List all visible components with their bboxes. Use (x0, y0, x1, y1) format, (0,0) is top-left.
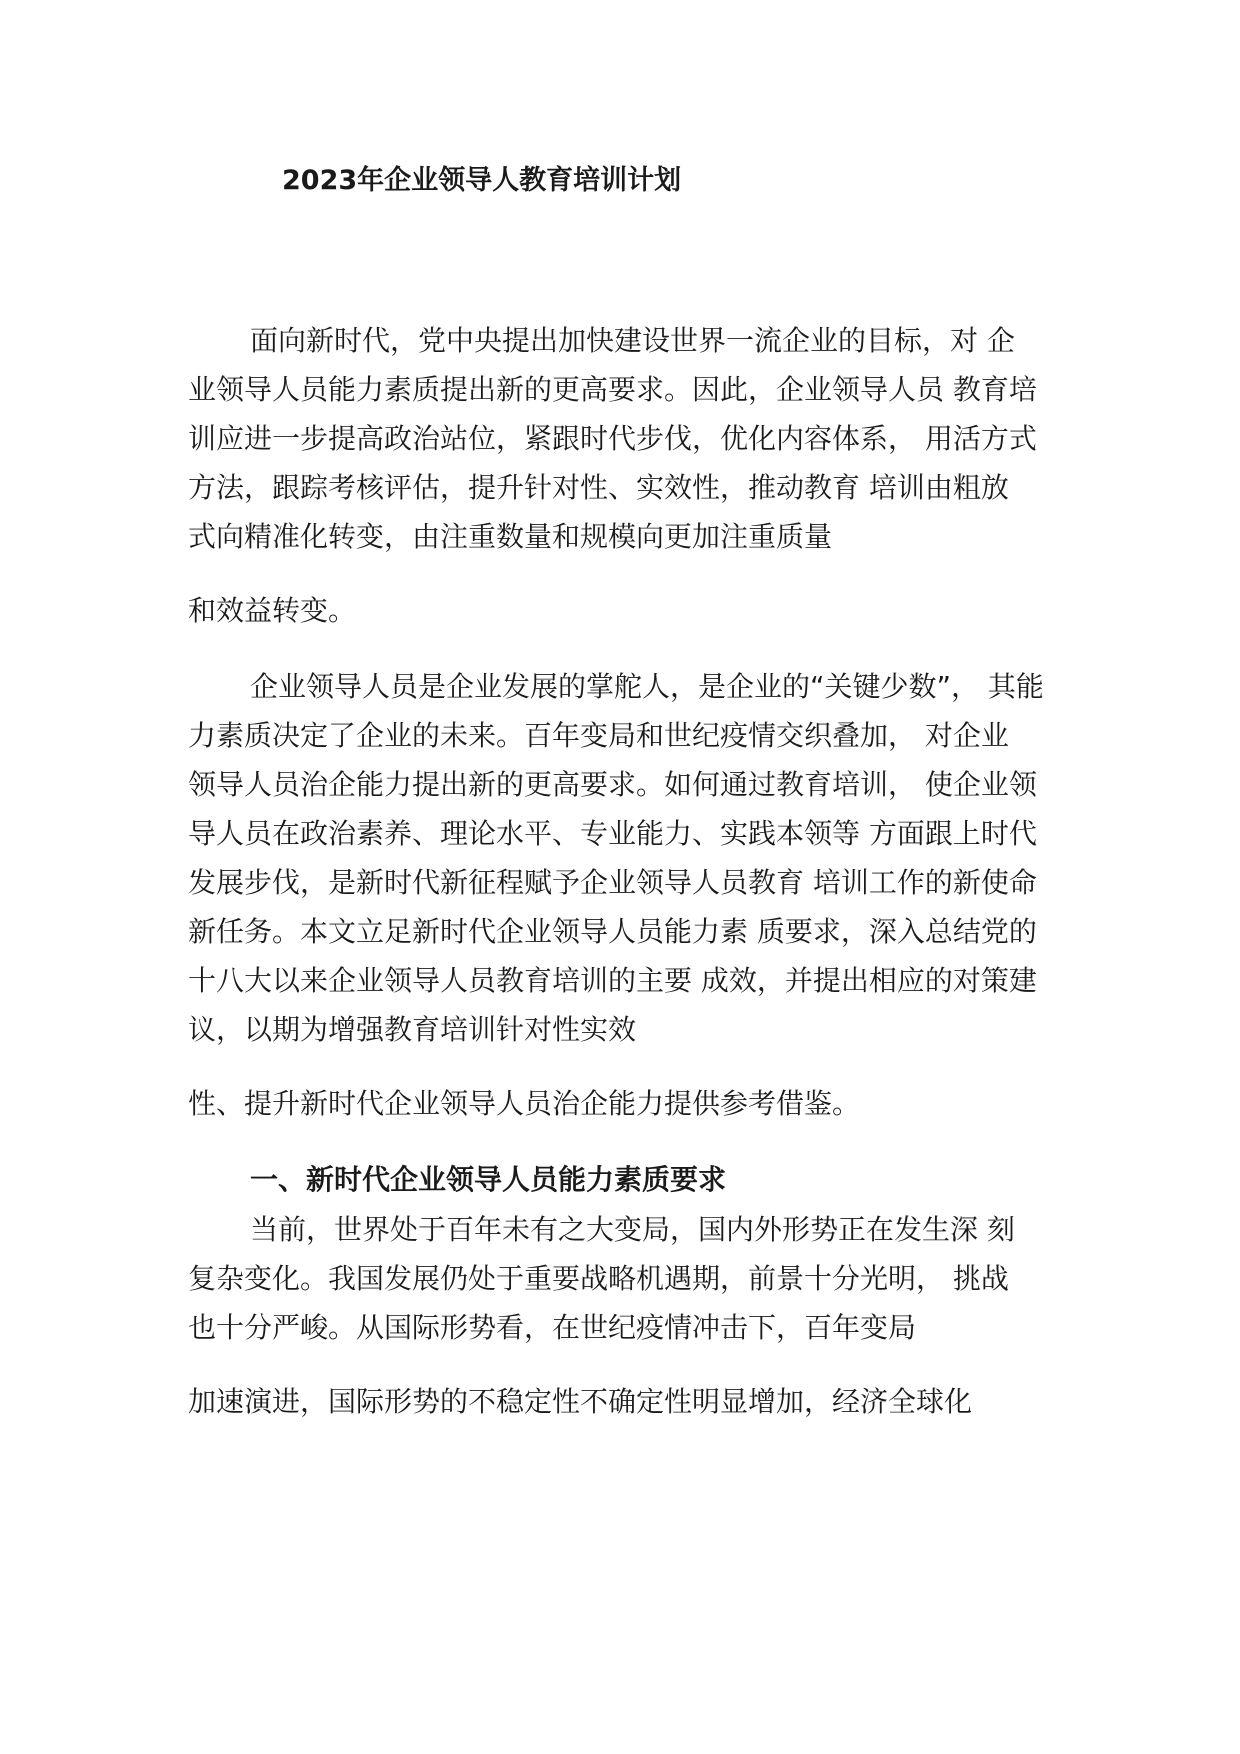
paragraph-3-line-3: 也十分严峻。从国际形势看，在世纪疫情冲击下，百年变局 (188, 1311, 917, 1344)
paragraph-1-line-6: 和效益转变。 (188, 594, 357, 627)
paragraph-2-line-6: 新任务。本文立足新时代企业领导人员能力素 质要求，深入总结党的 (188, 915, 1037, 948)
paragraph-1-line-3: 训应进一步提高政治站位，紧跟时代步伐，优化内容体系， 用活方式 (188, 422, 1037, 455)
paragraph-1-line-4: 方法，跟踪考核评估，提升针对性、实效性，推动教育 培训由粗放 (188, 471, 1009, 504)
paragraph-2-line-3: 领导人员治企能力提出新的更高要求。如何通过教育培训， 使企业领 (188, 768, 1037, 801)
paragraph-3-line-2: 复杂变化。我国发展仍处于重要战略机遇期，前景十分光明， 挑战 (188, 1262, 1009, 1295)
paragraph-2-line-8: 议，以期为增强教育培训针对性实效 (188, 1013, 637, 1046)
paragraph-1-line-1: 面向新时代，党中央提出加快建设世界一流企业的目标，对 企 (250, 324, 1015, 357)
paragraph-2-line-1: 企业领导人员是企业发展的掌舵人，是企业的“关键少数”， 其能 (250, 670, 1044, 703)
paragraph-1-line-2: 业领导人员能力素质提出新的更高要求。因此，企业领导人员 教育培 (188, 373, 1037, 406)
paragraph-2-line-4: 导人员在政治素养、理论水平、专业能力、实践本领等 方面跟上时代 (188, 817, 1037, 850)
paragraph-2-line-2: 力素质决定了企业的未来。百年变局和世纪疫情交织叠加， 对企业 (188, 719, 1009, 752)
paragraph-2-line-5: 发展步伐，是新时代新征程赋予企业领导人员教育 培训工作的新使命 (188, 866, 1037, 899)
section-heading: 一、新时代企业领导人员能力素质要求 (250, 1163, 727, 1196)
paragraph-1-line-5: 式向精准化转变，由注重数量和规模向更加注重质量 (188, 520, 833, 553)
paragraph-2-line-9: 性、提升新时代企业领导人员治企能力提供参考借鉴。 (188, 1087, 861, 1120)
document-title: 2023年企业领导人教育培训计划 (282, 165, 682, 196)
paragraph-3-line-1: 当前，世界处于百年未有之大变局，国内外形势正在发生深 刻 (250, 1213, 1015, 1246)
paragraph-2-line-7: 十八大以来企业领导人员教育培训的主要 成效，并提出相应的对策建 (188, 964, 1037, 997)
paragraph-3-line-4: 加速演进，国际形势的不稳定性不确定性明显增加，经济全球化 (188, 1385, 973, 1418)
